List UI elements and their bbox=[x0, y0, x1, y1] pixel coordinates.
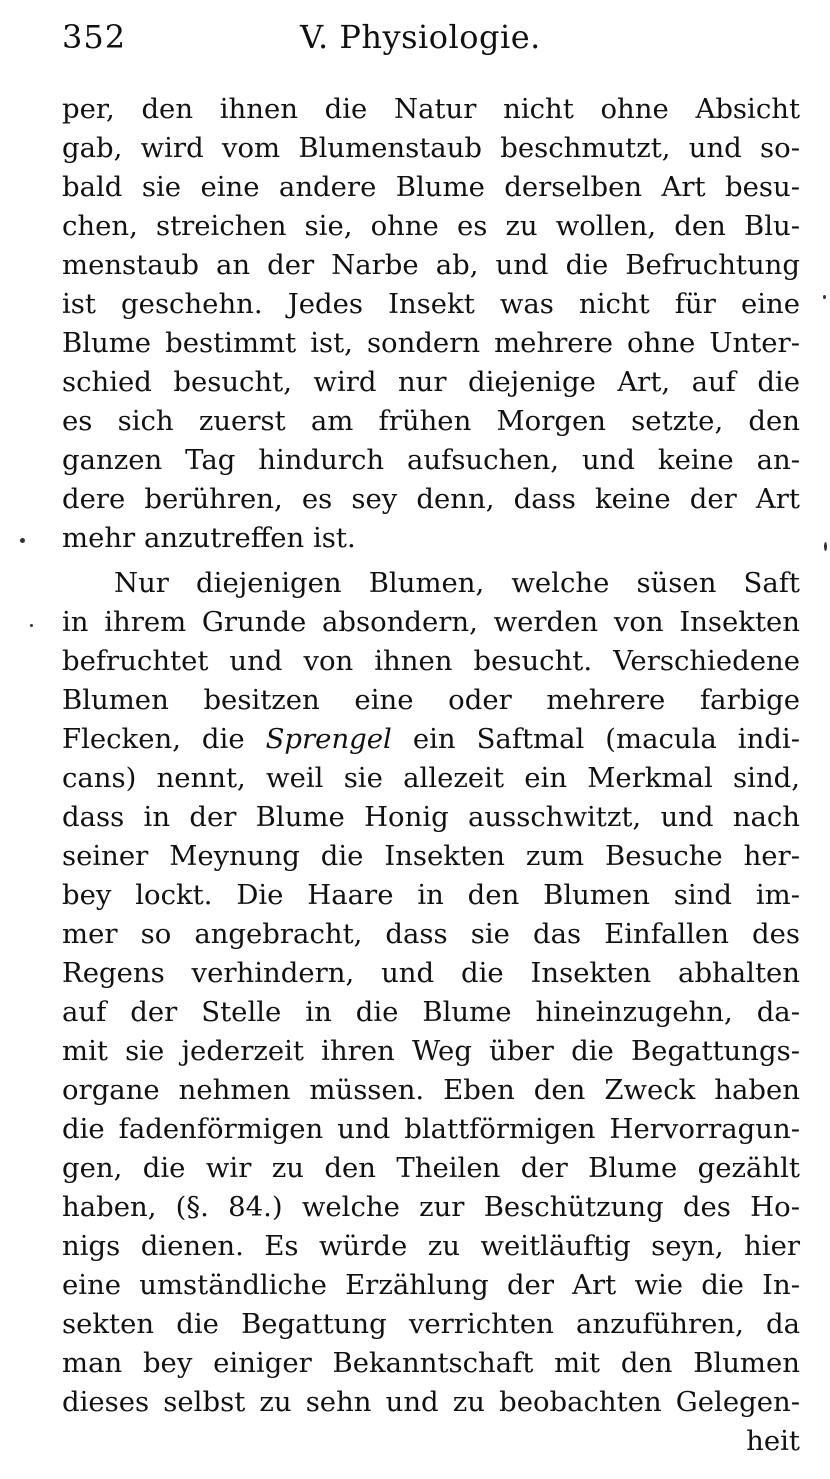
text-line: dieses selbst zu sehn und zu beobachten Gelegen- bbox=[62, 1386, 800, 1418]
text-line: cans) nennt, weil sie allezeit ein Merkmal sind, bbox=[62, 762, 800, 794]
text-line: gen, die wir zu den Theilen der Blume gezählt bbox=[62, 1152, 800, 1184]
text-line: eine umständliche Erzählung der Art wie die In- bbox=[62, 1269, 800, 1301]
ink-speck bbox=[824, 542, 827, 551]
text-line: mer so angebracht, dass sie das Einfallen des bbox=[62, 918, 800, 950]
text-line: Regens verhindern, und die Insekten abhalten bbox=[62, 957, 800, 989]
text-line: ganzen Tag hindurch aufsuchen, und keine an- bbox=[62, 444, 800, 476]
running-head: V. Physiologie. bbox=[300, 18, 541, 56]
text-line: in ihrem Grunde absondern, werden von Insekten bbox=[62, 606, 800, 638]
body-text bbox=[62, 90, 800, 1461]
ink-speck bbox=[823, 295, 826, 299]
text-line: per, den ihnen die Natur nicht ohne Absicht bbox=[62, 93, 800, 125]
paragraph-1 bbox=[62, 90, 800, 558]
text-run: ein Saftmal (macula indi- bbox=[391, 723, 800, 755]
text-line: menstaub an der Narbe ab, und die Befruchtung bbox=[62, 249, 800, 281]
text-run: Flecken, die bbox=[62, 723, 266, 755]
text-line: mehr anzutreffen ist. bbox=[62, 522, 356, 554]
text-line: Blume bestimmt ist, sondern mehrere ohne Unter- bbox=[62, 327, 800, 359]
text-line: befruchtet und von ihnen besucht. Verschiedene bbox=[62, 645, 800, 677]
text-line: ist geschehn. Jedes Insekt was nicht für eine bbox=[62, 288, 800, 320]
italic-name-sprengel: Sprengel bbox=[265, 723, 392, 755]
page-header bbox=[62, 12, 792, 62]
text-line: mit sie jederzeit ihren Weg über die Begattungs- bbox=[62, 1035, 800, 1067]
paragraph-2 bbox=[62, 564, 800, 1422]
text-line: dass in der Blume Honig ausschwitzt, und nach bbox=[62, 801, 800, 833]
catchword: heit bbox=[746, 1425, 800, 1457]
text-line: es sich zuerst am frühen Morgen setzte, den bbox=[62, 405, 800, 437]
text-line: Nur diejenigen Blumen, welche süsen Saft bbox=[114, 567, 800, 599]
text-line: chen, streichen sie, ohne es zu wollen, den Blu- bbox=[62, 210, 800, 242]
page-number: 352 bbox=[62, 18, 127, 56]
text-line: schied besucht, wird nur diejenige Art, auf die bbox=[62, 366, 800, 398]
text-line-with-italic bbox=[62, 720, 800, 759]
text-line: bey lockt. Die Haare in den Blumen sind im- bbox=[62, 879, 800, 911]
text-line: organe nehmen müssen. Eben den Zweck haben bbox=[62, 1074, 800, 1106]
text-line: sekten die Begattung verrichten anzuführen, da bbox=[62, 1308, 800, 1340]
text-line: Blumen besitzen eine oder mehrere farbige bbox=[62, 684, 800, 716]
ink-speck bbox=[30, 624, 33, 627]
text-line: bald sie eine andere Blume derselben Art besu- bbox=[62, 171, 800, 203]
text-line: gab, wird vom Blumenstaub beschmutzt, und so- bbox=[62, 132, 800, 164]
text-line: man bey einiger Bekanntschaft mit den Blumen bbox=[62, 1347, 800, 1379]
text-line: nigs dienen. Es würde zu weitläuftig seyn, hier bbox=[62, 1230, 800, 1262]
text-line: haben, (§. 84.) welche zur Beschützung des Ho- bbox=[62, 1191, 800, 1223]
text-line: dere berühren, es sey denn, dass keine der Art bbox=[62, 483, 800, 515]
text-line: die fadenförmigen und blattförmigen Hervorragun- bbox=[62, 1113, 800, 1145]
ink-speck bbox=[20, 538, 25, 543]
text-line: auf der Stelle in die Blume hineinzugehn, da- bbox=[62, 996, 800, 1028]
text-line: seiner Meynung die Insekten zum Besuche her- bbox=[62, 840, 800, 872]
